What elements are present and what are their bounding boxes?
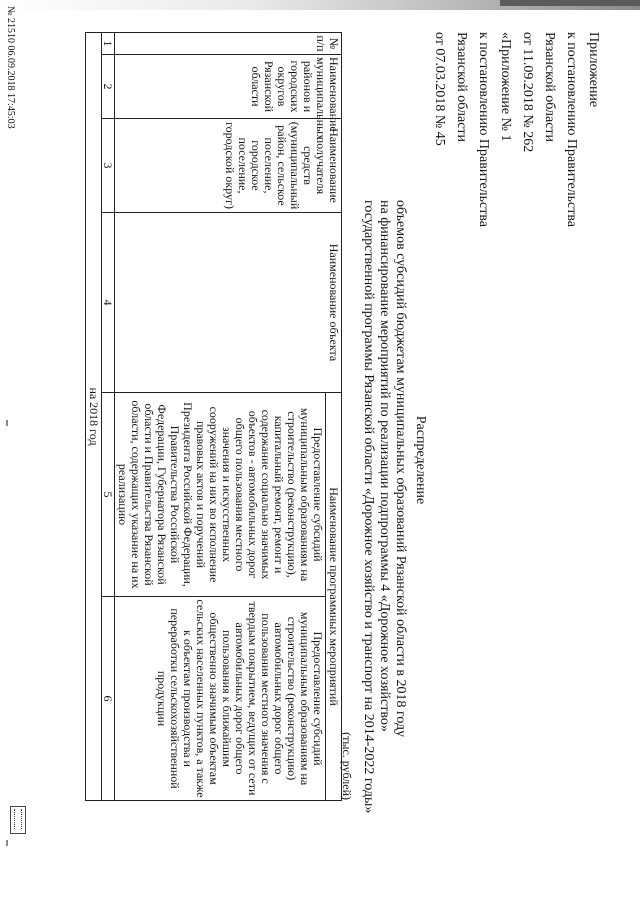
column-number: 4 — [102, 213, 115, 393]
column-number: 6 — [102, 597, 115, 801]
appendix-line: к постановлению Правительства — [476, 32, 491, 228]
table-row — [86, 33, 102, 801]
appendix-line: Приложение — [586, 32, 601, 108]
units-label: (тыс. рублей) — [340, 732, 354, 800]
appendix-line: от 07.03.2018 № 45 — [432, 32, 447, 146]
appendix-line: Рязанской области — [542, 32, 557, 143]
column-number: 1 — [102, 33, 115, 55]
appendix-line: от 11.09.2018 № 262 — [520, 32, 535, 153]
header-measure-1: Предоставление субсидий муниципальным образованиям на строительство (реконструкцию), капитальный ремонт, ремонт и содержание социально значимых объектов - автомобильных дорог общего пользования местного значения и искусственных сооружений на них во исполнение правовых актов и поручений Президента Российской Федерации, Правительства Российской Федерации, Губернатора Рязанской области и Правительства Рязанской области, содержащих указание на их реализацию — [115, 393, 326, 597]
header-municipality: Наименование муниципальных районов и городских округов Рязанской области — [115, 55, 342, 119]
appendix-line: «Приложение № 1 — [498, 32, 513, 142]
appendix-line: Рязанской области — [454, 32, 469, 143]
header-recipient: Наименование получателя средств (муниципальный район, сельское поселение, городское поселение, городской округ) — [115, 119, 342, 213]
year-label: на 2018 год — [86, 33, 102, 801]
column-number-row — [102, 33, 115, 801]
header-object: Наименование объекта — [115, 213, 342, 393]
header-program-measures: Наименование программных мероприятий — [326, 393, 342, 801]
heading-line: государственной программы Рязанской области «Дорожное хозяйство и транспорт на 2014-2022 годы» — [361, 200, 376, 814]
appendix-block — [428, 32, 604, 232]
document-heading — [360, 200, 428, 814]
header-number: № п/п — [115, 33, 342, 55]
document-title: Распределение — [413, 415, 428, 505]
heading-line: на финансирование мероприятий по реализации подпрограммы 4 «Дорожное хозяйство» — [377, 200, 392, 732]
column-number: 2 — [102, 55, 115, 119]
column-number: 3 — [102, 119, 115, 213]
header-measure-2: Предоставление субсидий муниципальным образованиям на строительство (реконструкцию) автомобильных дорог общего пользования местного значения с твердым покрытием, ведущих от сети автомобильных дорог общего пользования к ближайшим общественно значимым объектам сельских населенных пунктов, а также к объектам производства и переработки сельскохозяйственной продукции — [115, 597, 326, 801]
registration-stamp: № 21510 06.09.2018 17:45:03 — [5, 6, 16, 129]
column-number: 5 — [102, 393, 115, 597]
table-header-row — [326, 33, 342, 801]
seal-icon — [10, 806, 26, 834]
heading-line: объемов субсидий бюджетам муниципальных образований Рязанской области в 2018 году — [393, 200, 408, 738]
subsidy-table — [85, 32, 342, 801]
appendix-line: к постановлению Правительства — [564, 32, 579, 228]
